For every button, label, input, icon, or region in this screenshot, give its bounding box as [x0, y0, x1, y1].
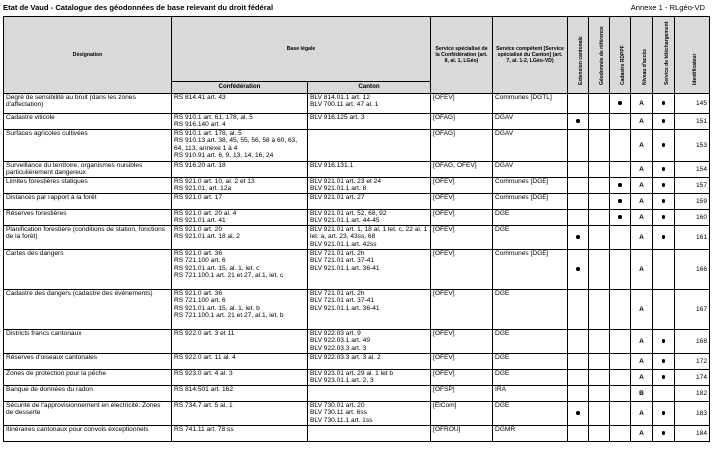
- cell-identificateur: 167: [675, 290, 710, 330]
- cell-base-confederation: RS 921.0 art. 20 RS 921.01 art. 18 al. 2: [172, 226, 308, 250]
- cell-geodonnee-reference: [589, 330, 610, 354]
- cell-extension-cantonale: [568, 402, 589, 426]
- cell-cadastre-rdppf: [610, 226, 631, 250]
- header-niveau-acces: Niveau d'accès: [631, 17, 653, 94]
- cell-extension-cantonale: [568, 130, 589, 162]
- bullet-icon: [618, 101, 622, 105]
- cell-base-confederation: RS 814.41 art. 43: [172, 94, 308, 114]
- cell-niveau-acces: A: [631, 194, 653, 210]
- cell-niveau-acces: A: [631, 114, 653, 130]
- cell-base-canton: BLV 921.01 art. 27: [308, 194, 431, 210]
- cell-base-canton: BLV 814.01.1 art. 12 BLV 700.11 art. 47 al. 1: [308, 94, 431, 114]
- cell-base-canton: BLV 916.131.1: [308, 162, 431, 178]
- cell-designation: Surfaces agricoles cultivées: [4, 130, 172, 162]
- bullet-icon: [576, 235, 580, 239]
- bullet-icon: [576, 411, 580, 415]
- cell-base-confederation: RS 921.0 art. 20 al. 4 RS 921.01 art. 41: [172, 210, 308, 226]
- cell-service-cantonal: DGE: [493, 402, 568, 426]
- cell-cadastre-rdppf: [610, 94, 631, 114]
- cell-service-telechargement: [653, 178, 675, 194]
- table-body: [4, 94, 710, 442]
- cell-base-confederation: RS 923.0 art. 4 al. 3: [172, 370, 308, 386]
- cell-niveau-acces: A: [631, 226, 653, 250]
- header-confederation: Confédération: [172, 81, 308, 94]
- cell-identificateur: 182: [675, 386, 710, 402]
- cell-extension-cantonale: [568, 178, 589, 194]
- cell-cadastre-rdppf: [610, 178, 631, 194]
- cell-service-telechargement: [653, 250, 675, 290]
- cell-cadastre-rdppf: [610, 194, 631, 210]
- document-title: Etat de Vaud - Catalogue des géodonnées de base relevant du droit fédéral: [3, 3, 274, 12]
- cell-designation: Sécurité de l'approvisionnement en électricité: Zones de desserte: [4, 402, 172, 426]
- table-row: [4, 386, 710, 402]
- cell-base-confederation: RS 916.20 art. 18: [172, 162, 308, 178]
- cell-base-confederation: RS 921.0 art. 36 RS 721.100 art. 6 RS 921.01 art. 15, al. 1, let. c RS 721.100.1 art. 21 et 27, al.1, let. c: [172, 250, 308, 290]
- header-geodonnee-ref: Géodonnée de référence: [589, 17, 610, 94]
- cell-geodonnee-reference: [589, 162, 610, 178]
- cell-service-telechargement: [653, 402, 675, 426]
- bullet-icon: [662, 431, 666, 435]
- cell-service-federal: [OFEV]: [431, 94, 493, 114]
- cell-niveau-acces: A: [631, 178, 653, 194]
- cell-niveau-acces: A: [631, 402, 653, 426]
- cell-cadastre-rdppf: [610, 330, 631, 354]
- cell-geodonnee-reference: [589, 114, 610, 130]
- cell-geodonnee-reference: [589, 178, 610, 194]
- bullet-icon: [618, 215, 622, 219]
- cell-service-cantonal: DGE: [493, 370, 568, 386]
- cell-extension-cantonale: [568, 386, 589, 402]
- bullet-icon: [662, 101, 666, 105]
- cell-service-telechargement: [653, 94, 675, 114]
- cell-service-cantonal: IRA: [493, 386, 568, 402]
- cell-service-cantonal: DGAV: [493, 114, 568, 130]
- cell-extension-cantonale: [568, 290, 589, 330]
- cell-service-federal: [OFROU]: [431, 426, 493, 442]
- bullet-icon: [618, 183, 622, 187]
- cell-service-cantonal: Communes [DGE]: [493, 194, 568, 210]
- cell-geodonnee-reference: [589, 130, 610, 162]
- cell-service-cantonal: DGE: [493, 354, 568, 370]
- cell-service-federal: [OFAG]: [431, 114, 493, 130]
- cell-extension-cantonale: [568, 226, 589, 250]
- bullet-icon: [662, 235, 666, 239]
- bullet-icon: [662, 119, 666, 123]
- cell-base-canton: [308, 130, 431, 162]
- cell-designation: Distances par rapport à la forêt: [4, 194, 172, 210]
- cell-service-cantonal: Communes [DGE]: [493, 250, 568, 290]
- cell-identificateur: 159: [675, 194, 710, 210]
- table-row: [4, 330, 710, 354]
- cell-service-cantonal: DGE: [493, 290, 568, 330]
- cell-extension-cantonale: [568, 94, 589, 114]
- cell-identificateur: 161: [675, 226, 710, 250]
- cell-service-telechargement: [653, 194, 675, 210]
- cell-service-federal: [OFEV]: [431, 330, 493, 354]
- cell-base-confederation: RS 922.0 art. 3 et 11: [172, 330, 308, 354]
- cell-niveau-acces: A: [631, 330, 653, 354]
- cell-cadastre-rdppf: [610, 114, 631, 130]
- cell-service-federal: [OFEV]: [431, 354, 493, 370]
- cell-base-canton: BLV 923.01 art. 29 al. 1 let b BLV 923.01.1 art. 2, 3: [308, 370, 431, 386]
- cell-designation: Surveillance du territoire, organismes nuisibles particulièrement dangereux: [4, 162, 172, 178]
- cell-cadastre-rdppf: [610, 210, 631, 226]
- cell-service-telechargement: [653, 290, 675, 330]
- cell-identificateur: 151: [675, 114, 710, 130]
- header-service-specialise: Service spécialisé de la Confédération (art. 8, al. 1, LGéo): [431, 17, 493, 94]
- table-row: [4, 130, 710, 162]
- header-cadastre-rdppf: Cadastre RDPPF: [610, 17, 631, 94]
- bullet-icon: [662, 183, 666, 187]
- bullet-icon: [662, 375, 666, 379]
- cell-geodonnee-reference: [589, 94, 610, 114]
- cell-geodonnee-reference: [589, 386, 610, 402]
- cell-designation: Limites forestières statiques: [4, 178, 172, 194]
- cell-identificateur: 184: [675, 426, 710, 442]
- cell-service-cantonal: DGE: [493, 330, 568, 354]
- cell-service-federal: [OFEV]: [431, 290, 493, 330]
- cell-niveau-acces: A: [631, 250, 653, 290]
- cell-service-telechargement: [653, 354, 675, 370]
- cell-service-telechargement: [653, 370, 675, 386]
- cell-service-cantonal: DGE: [493, 226, 568, 250]
- table-row: [4, 226, 710, 250]
- bullet-icon: [662, 199, 666, 203]
- cell-service-cantonal: DGE: [493, 210, 568, 226]
- geodata-catalogue-table: [3, 16, 710, 442]
- cell-niveau-acces: A: [631, 130, 653, 162]
- cell-geodonnee-reference: [589, 370, 610, 386]
- cell-niveau-acces: A: [631, 94, 653, 114]
- cell-base-canton: BLV 916.125 art. 3: [308, 114, 431, 130]
- table-row: [4, 250, 710, 290]
- cell-cadastre-rdppf: [610, 290, 631, 330]
- cell-service-telechargement: [653, 330, 675, 354]
- cell-geodonnee-reference: [589, 402, 610, 426]
- cell-identificateur: 172: [675, 354, 710, 370]
- cell-designation: Zones de protection pour la pêche: [4, 370, 172, 386]
- cell-extension-cantonale: [568, 250, 589, 290]
- cell-identificateur: 174: [675, 370, 710, 386]
- cell-service-telechargement: [653, 162, 675, 178]
- cell-service-cantonal: DGAV: [493, 130, 568, 162]
- header-service-competent: Service compétent [Service spécialisé du Canton] (art. 7, al. 1-2, LGéo-VD): [493, 17, 568, 94]
- header-designation: Désignation: [4, 17, 172, 94]
- cell-service-federal: [OFEV]: [431, 210, 493, 226]
- cell-service-telechargement: [653, 114, 675, 130]
- table-row: [4, 194, 710, 210]
- cell-service-federal: [OFAG, OFEV]: [431, 162, 493, 178]
- cell-base-canton: BLV 721.01 art. 2h BLV 721.01 art. 37-41 BLV 921.01.1 art. 36-41: [308, 250, 431, 290]
- cell-identificateur: 153: [675, 130, 710, 162]
- header-extension: Extension cantonale: [568, 17, 589, 94]
- cell-cadastre-rdppf: [610, 370, 631, 386]
- cell-service-federal: [OFEV]: [431, 194, 493, 210]
- cell-cadastre-rdppf: [610, 402, 631, 426]
- bullet-icon: [576, 119, 580, 123]
- cell-base-confederation: RS 741.11 art. 78 ss: [172, 426, 308, 442]
- cell-service-cantonal: Communes [DGE]: [493, 178, 568, 194]
- bullet-icon: [662, 411, 666, 415]
- cell-geodonnee-reference: [589, 194, 610, 210]
- cell-service-cantonal: DGAV: [493, 162, 568, 178]
- table-row: [4, 426, 710, 442]
- cell-cadastre-rdppf: [610, 130, 631, 162]
- cell-base-confederation: RS 910.1 art. 178, al. 5 RS 910.13 art. 38, 45, 55, 56, 58 à 60, 63, 64, 113, annexe 1 à 4 RS 910.91 art. 6, 9, 13, 14, 16, 24: [172, 130, 308, 162]
- cell-geodonnee-reference: [589, 210, 610, 226]
- bullet-icon: [662, 143, 666, 147]
- bullet-icon: [576, 267, 580, 271]
- cell-designation: Districts francs cantonaux: [4, 330, 172, 354]
- cell-service-federal: [OFEV]: [431, 250, 493, 290]
- cell-designation: Réserves forestières: [4, 210, 172, 226]
- cell-extension-cantonale: [568, 426, 589, 442]
- header-base-legale: Base légale: [172, 17, 431, 82]
- cell-base-canton: BLV 921.01 art. 1, 18 al. 1 let. c, 22 al. 1 let. a, art. 23, 43ss, 68 BLV 921.01.1 art. 42ss: [308, 226, 431, 250]
- cell-niveau-acces: A: [631, 162, 653, 178]
- table-row: [4, 162, 710, 178]
- cell-base-confederation: RS 921.0 art. 17: [172, 194, 308, 210]
- cell-identificateur: 154: [675, 162, 710, 178]
- cell-niveau-acces: A: [631, 370, 653, 386]
- cell-base-canton: BLV 921.01 art. 52, 68, 92 BLV 921.01.1 art. 44-45: [308, 210, 431, 226]
- cell-identificateur: 183: [675, 402, 710, 426]
- cell-base-canton: BLV 730.01 art. 20 BLV 730.11 art. 6ss BLV 730.11.1 art. 1ss: [308, 402, 431, 426]
- cell-service-telechargement: [653, 386, 675, 402]
- cell-niveau-acces: A: [631, 354, 653, 370]
- cell-service-telechargement: [653, 226, 675, 250]
- cell-designation: Réserves d'oiseaux cantonales: [4, 354, 172, 370]
- cell-base-confederation: RS 922.0 art. 11 al. 4: [172, 354, 308, 370]
- cell-cadastre-rdppf: [610, 162, 631, 178]
- cell-base-canton: BLV 921.01 art. 23 et 24 BLV 921.01.1 art. 8: [308, 178, 431, 194]
- cell-identificateur: 168: [675, 330, 710, 354]
- cell-service-cantonal: Communes [DGTL]: [493, 94, 568, 114]
- cell-designation: Cartes des dangers: [4, 250, 172, 290]
- cell-cadastre-rdppf: [610, 354, 631, 370]
- table-row: [4, 210, 710, 226]
- cell-identificateur: 160: [675, 210, 710, 226]
- cell-service-telechargement: [653, 130, 675, 162]
- cell-designation: Planification forestière (conditions de station, fonctions de la forêt): [4, 226, 172, 250]
- cell-service-federal: [OFEV]: [431, 226, 493, 250]
- cell-designation: Cadastre des dangers (cadastre des événements): [4, 290, 172, 330]
- cell-geodonnee-reference: [589, 290, 610, 330]
- cell-base-confederation: RS 921.0 art. 36 RS 721.100 art. 6 RS 921.01 art. 15, al. 1, let. b RS 721.100.1 art. 21 et 27, al.1, let. b: [172, 290, 308, 330]
- cell-cadastre-rdppf: [610, 386, 631, 402]
- cell-designation: Banque de données du radon: [4, 386, 172, 402]
- header-canton: Canton: [308, 81, 431, 94]
- header-identificateur: Identificateur: [675, 17, 710, 94]
- cell-niveau-acces: A: [631, 426, 653, 442]
- cell-service-telechargement: [653, 426, 675, 442]
- table-row: [4, 402, 710, 426]
- bullet-icon: [662, 339, 666, 343]
- cell-base-canton: BLV 922.03 art. 9 BLV 922.03.1 art. 49 BLV 922.03.3 art. 3: [308, 330, 431, 354]
- cell-designation: Cadastre viticole: [4, 114, 172, 130]
- cell-geodonnee-reference: [589, 426, 610, 442]
- page-header: [3, 3, 705, 15]
- cell-geodonnee-reference: [589, 354, 610, 370]
- cell-identificateur: 157: [675, 178, 710, 194]
- cell-niveau-acces: A: [631, 290, 653, 330]
- bullet-icon: [662, 359, 666, 363]
- cell-identificateur: 166: [675, 250, 710, 290]
- cell-extension-cantonale: [568, 370, 589, 386]
- cell-designation: Degré de sensibilité au bruit (dans les zones d'affectation): [4, 94, 172, 114]
- cell-service-federal: [ElCom]: [431, 402, 493, 426]
- cell-base-confederation: RS 910.1 art. 61, 178, al. 5 RS 916.140 art. 4: [172, 114, 308, 130]
- table-row: [4, 370, 710, 386]
- cell-geodonnee-reference: [589, 250, 610, 290]
- table-row: [4, 290, 710, 330]
- cell-service-telechargement: [653, 210, 675, 226]
- table-row: [4, 94, 710, 114]
- cell-base-confederation: RS 814.501 art. 162: [172, 386, 308, 402]
- cell-extension-cantonale: [568, 162, 589, 178]
- cell-service-federal: [OFEV]: [431, 370, 493, 386]
- cell-service-cantonal: DGMR: [493, 426, 568, 442]
- table-row: [4, 354, 710, 370]
- cell-service-federal: [OFEV]: [431, 178, 493, 194]
- table-row: [4, 178, 710, 194]
- bullet-icon: [662, 215, 666, 219]
- cell-extension-cantonale: [568, 330, 589, 354]
- cell-cadastre-rdppf: [610, 250, 631, 290]
- cell-base-canton: [308, 386, 431, 402]
- cell-extension-cantonale: [568, 354, 589, 370]
- cell-extension-cantonale: [568, 114, 589, 130]
- cell-base-confederation: RS 734.7 art. 5 al. 1: [172, 402, 308, 426]
- header-service-telechargement: Service de téléchargement: [653, 17, 675, 94]
- cell-extension-cantonale: [568, 210, 589, 226]
- cell-cadastre-rdppf: [610, 426, 631, 442]
- cell-service-federal: [OFAG]: [431, 130, 493, 162]
- bullet-icon: [618, 199, 622, 203]
- annex-label: Annexe 1 - RLgéo-VD: [630, 3, 705, 12]
- cell-base-confederation: RS 921.0 art. 10, al. 2 et 13 RS 921.01, art. 12a: [172, 178, 308, 194]
- bullet-icon: [662, 167, 666, 171]
- cell-base-canton: BLV 922.03.3 art. 3 al. 2: [308, 354, 431, 370]
- cell-identificateur: 145: [675, 94, 710, 114]
- cell-base-canton: [308, 426, 431, 442]
- cell-designation: Itinéraires cantonaux pour convois exceptionnels: [4, 426, 172, 442]
- cell-geodonnee-reference: [589, 226, 610, 250]
- cell-extension-cantonale: [568, 194, 589, 210]
- cell-niveau-acces: B: [631, 386, 653, 402]
- table-row: [4, 114, 710, 130]
- cell-service-federal: [OFSP]: [431, 386, 493, 402]
- cell-niveau-acces: A: [631, 210, 653, 226]
- cell-base-canton: BLV 721.01 art. 2h BLV 721.01 art. 37-41 BLV 921.01.1 art. 36-41: [308, 290, 431, 330]
